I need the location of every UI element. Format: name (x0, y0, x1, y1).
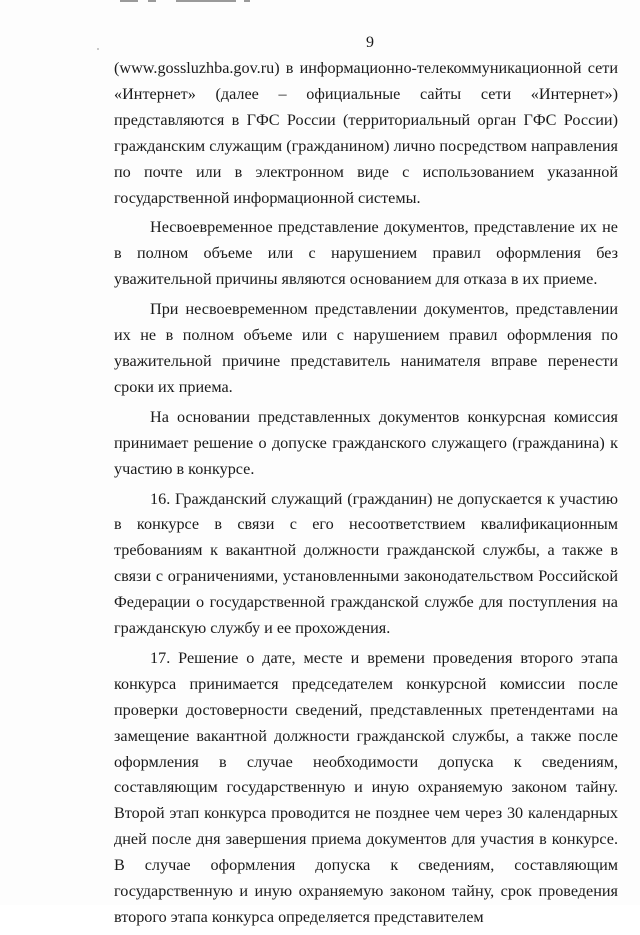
paragraph: При несвоевременном представлении документов, представлении их не в полном объеме или с нарушением правил оформления по уважительной причине представитель нанимателя вправе перенести сроки их приема. (114, 300, 618, 396)
document-body (114, 56, 618, 935)
scan-edge-marks (120, 0, 320, 3)
page-number: 9 (366, 34, 374, 51)
paragraph: Несвоевременное представление документов, представление их не в полном объеме или с нарушением правил оформления без уважительной причины являются основанием для отказа в их приеме. (114, 218, 618, 289)
paragraph: На основании представленных документов конкурсная комиссия принимает решение о допуске гражданского служащего (гражданина) к участию в конкурсе. (114, 407, 618, 478)
paragraph-continuation: (www.gossluzhba.gov.ru) в информационно-телекоммуникационной сети «Интернет» (далее – официальные сайты сети «Интернет») представляются в ГФС России (территориальный орган ГФС России) гражданским служащим (гражданином) лично посредством направления по почте или в электронном виде с использованием указанной государственной информационной системы. (114, 59, 618, 207)
paragraph-item-16: 16. Гражданский служащий (гражданин) не допускается к участию в конкурсе в связи с его несоответствием квалификационным требованиям к вакантной должности гражданской службы, а также в связи с ограничениями, установленными законодательством Российской Федерации о государственной гражданской службе для поступления на гражданскую службу и ее прохождения. (114, 489, 618, 638)
paragraph-item-17: 17. Решение о дате, месте и времени проведения второго этапа конкурса принимается председателем конкурсной комиссии после проверки достоверности сведений, представленных претендентами на замещение вакантной должности гражданской службы, а также после оформления в случае необходимости допуска к сведениям, составляющим государственную и иную охраняемую законом тайну. Второй этап конкурса проводится не позднее чем через 30 календарных дней после дня завершения приема документов для участия в конкурсе. В случае оформления допуска к сведениям, составляющим государственную и иную охраняемую законом тайну, срок проведения второго этапа конкурса определяется представителем (114, 648, 618, 926)
